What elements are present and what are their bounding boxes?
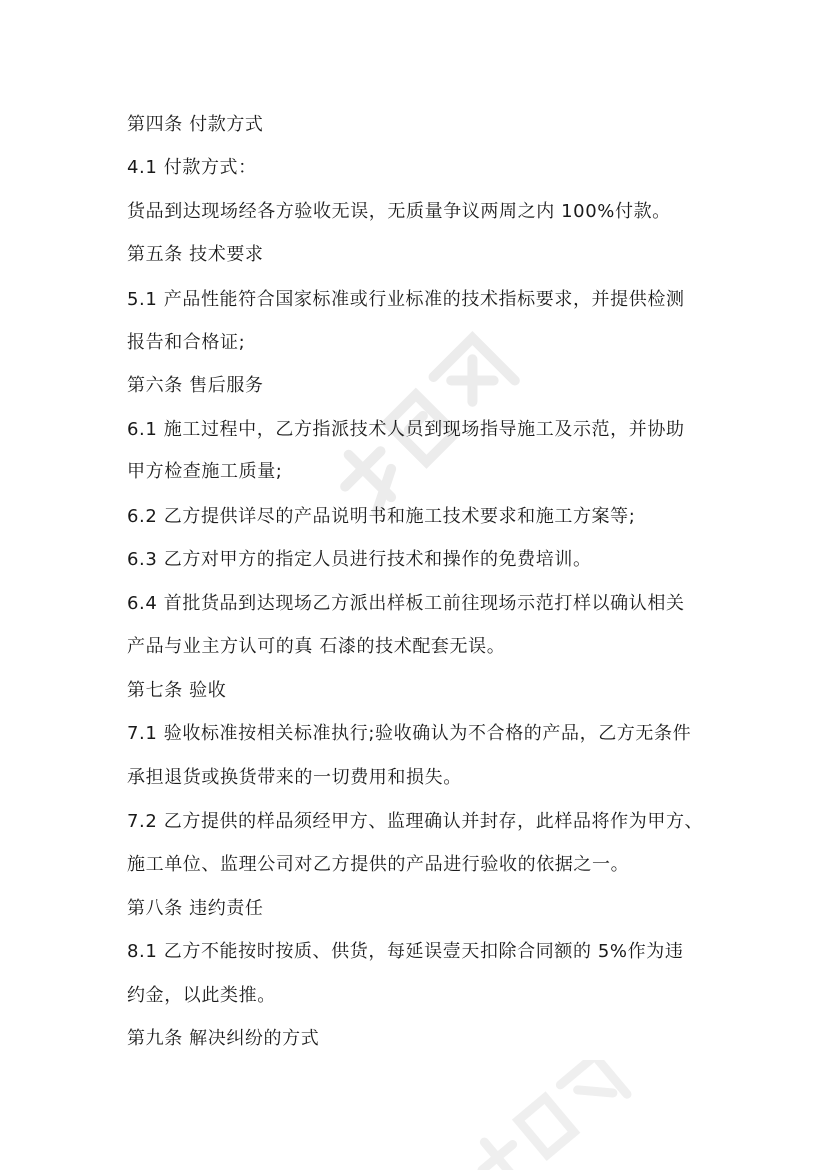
article-9-heading: 第九条 解决纠纷的方式: [127, 1028, 320, 1049]
clause-8-1-text-line-2: 约金，以此类推。: [127, 985, 276, 1006]
clause-4-1-label: 4.1 付款方式：: [127, 157, 257, 178]
clause-8-1-text-line-1: 8.1 乙方不能按时按质、供货，每延误壹天扣除合同额的 5%作为违: [127, 941, 684, 962]
clause-6-2-text: 6.2 乙方提供详尽的产品说明书和施工技术要求和施工方案等;: [127, 506, 636, 527]
article-4-heading: 第四条 付款方式: [127, 114, 264, 135]
clause-7-1-text-line-1: 7.1 验收标准按相关标准执行;验收确认为不合格的产品，乙方无条件: [127, 723, 692, 744]
article-8-heading: 第八条 违约责任: [127, 898, 264, 919]
clause-6-4-text-line-2: 产品与业主方认可的真 石漆的技术配套无误。: [127, 636, 506, 657]
clause-6-4-text-line-1: 6.4 首批货品到达现场乙方派出样板工前往现场示范打样以确认相关: [127, 593, 685, 614]
clause-7-2-text-line-1: 7.2 乙方提供的样品须经甲方、监理确认并封存，此样品将作为甲方、: [127, 811, 704, 832]
clause-6-1-text-line-1: 6.1 施工过程中，乙方指派技术人员到现场指导施工及示范，并协助: [127, 419, 685, 440]
clause-5-1-text-line-1: 5.1 产品性能符合国家标准或行业标准的技术指标要求，并提供检测: [127, 289, 685, 310]
article-7-heading: 第七条 验收: [127, 680, 227, 701]
article-6-heading: 第六条 售后服务: [127, 375, 264, 396]
article-5-heading: 第五条 技术要求: [127, 244, 264, 265]
clause-7-2-text-line-2: 施工单位、监理公司对乙方提供的产品进行验收的依据之一。: [127, 854, 630, 875]
clause-7-1-text-line-2: 承担退货或换货带来的一切费用和损失。: [127, 767, 462, 788]
watermark-icon: [440, 1060, 640, 1170]
clause-4-1-text: 货品到达现场经各方验收无误，无质量争议两周之内 100%付款。: [127, 201, 671, 222]
clause-6-1-text-line-2: 甲方检查施工质量;: [127, 461, 283, 482]
clause-5-1-text-line-2: 报告和合格证;: [127, 332, 246, 353]
clause-6-3-text: 6.3 乙方对甲方的指定人员进行技术和操作的免费培训。: [127, 549, 592, 570]
